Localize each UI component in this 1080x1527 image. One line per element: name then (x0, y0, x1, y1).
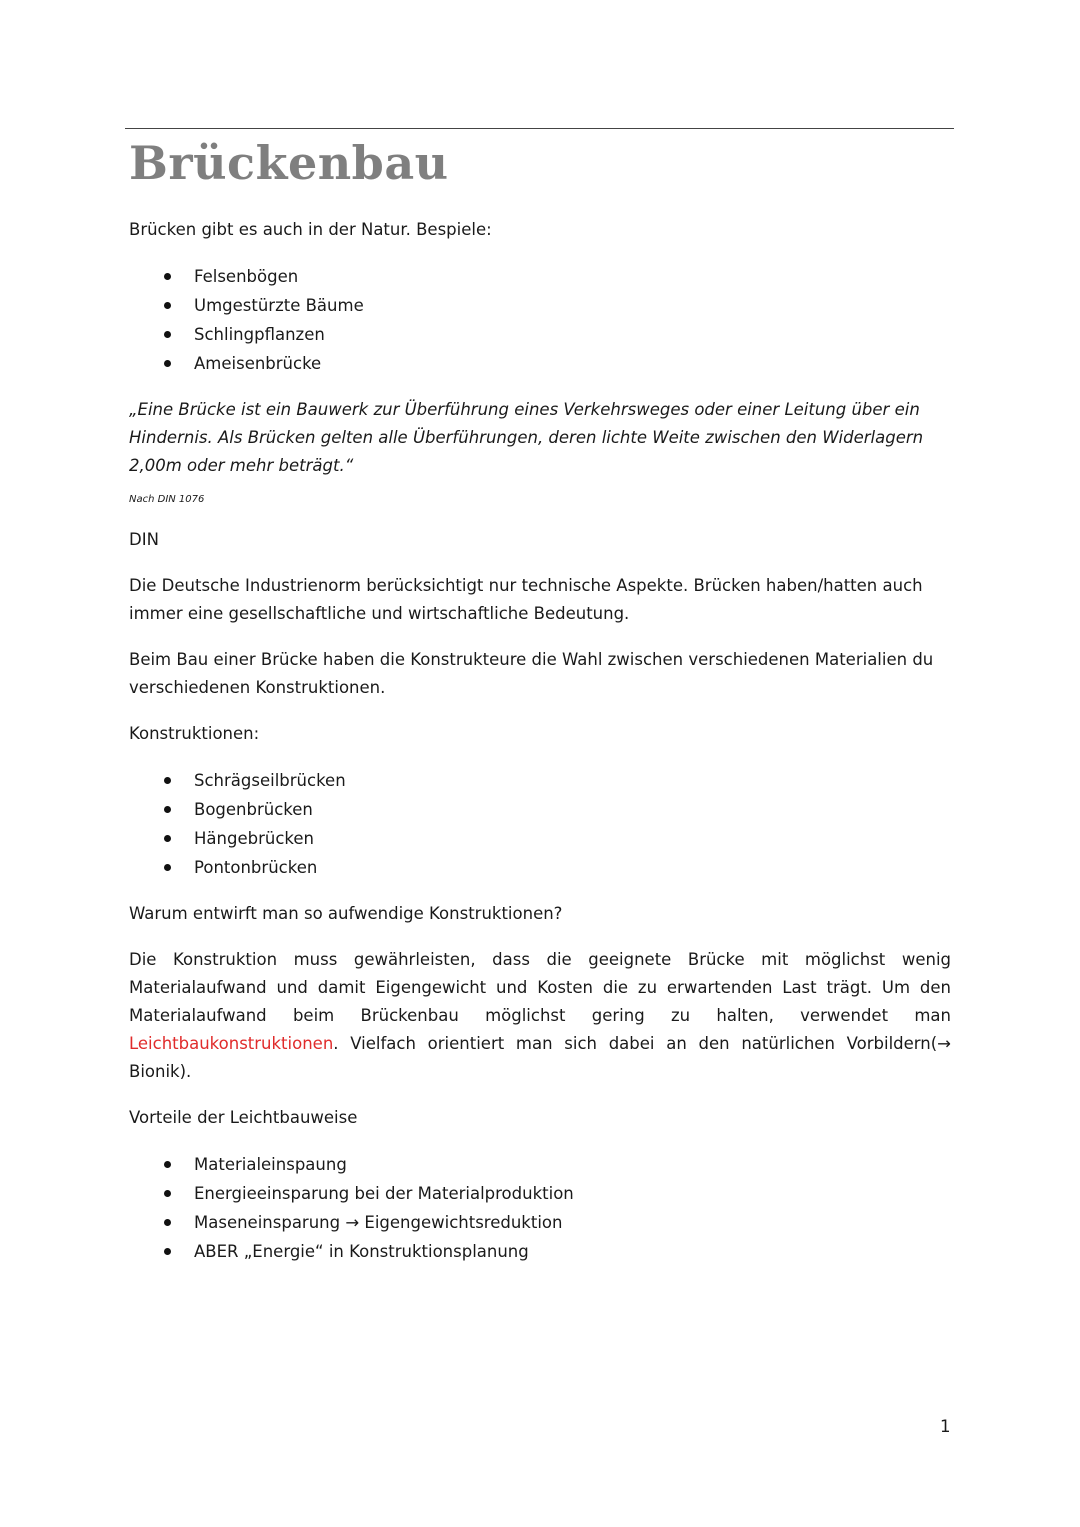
answer-paragraph (129, 946, 951, 1086)
bullet-icon (164, 864, 171, 871)
constructions-list (129, 766, 951, 882)
list-item-label: Schlingpflanzen (194, 325, 325, 344)
bullet-icon (164, 1219, 171, 1226)
list-item-label: ABER „Energie“ in Konstruktionsplanung (194, 1242, 529, 1261)
list-item-label: Ameisenbrücke (194, 354, 322, 373)
bullet-icon (164, 1248, 171, 1255)
document-body (129, 216, 951, 1284)
list-item (129, 1237, 951, 1266)
constructions-heading: Konstruktionen: (129, 724, 260, 743)
list-item (129, 824, 951, 853)
din-heading: DIN (129, 530, 159, 549)
list-item-label: Pontonbrücken (194, 858, 318, 877)
list-item-label: Schrägseilbrücken (194, 771, 346, 790)
bullet-icon (164, 302, 171, 309)
list-item-label: Bogenbrücken (194, 800, 313, 819)
construction-choice-paragraph: Beim Bau einer Brücke haben die Konstrukteure die Wahl zwischen verschiedenen Materialien du verschiedenen Konstruktionen. (129, 650, 934, 697)
list-item (129, 1150, 951, 1179)
list-item (129, 320, 951, 349)
list-item-label: Umgestürzte Bäume (194, 296, 364, 315)
bullet-icon (164, 777, 171, 784)
list-item-label: Materialeinspaung (194, 1155, 347, 1174)
quote-source: Nach DIN 1076 (129, 494, 205, 505)
title-rule (125, 128, 954, 129)
list-item (129, 349, 951, 378)
list-item (129, 1208, 951, 1237)
definition-quote: „Eine Brücke ist ein Bauwerk zur Überführung eines Verkehrsweges oder einer Leitung über ein Hindernis. Als Brücken gelten alle Überführungen, deren lichte Weite zwischen den Widerlagern 2,00m oder mehr beträgt.“ (129, 400, 924, 475)
list-item (129, 1179, 951, 1208)
din-paragraph: Die Deutsche Industrienorm berücksichtigt nur technische Aspekte. Brücken haben/hatten auch immer eine gesellschaftliche und wirtschaftliche Bedeutung. (129, 576, 923, 623)
bullet-icon (164, 835, 171, 842)
list-item-label: Energieeinsparung bei der Materialproduktion (194, 1184, 574, 1203)
nature-examples-list (129, 262, 951, 378)
list-item-label: Hängebrücken (194, 829, 314, 848)
bullet-icon (164, 1190, 171, 1197)
list-item (129, 795, 951, 824)
bullet-icon (164, 806, 171, 813)
bullet-icon (164, 1161, 171, 1168)
intro-text: Brücken gibt es auch in der Natur. Bespiele: (129, 220, 492, 239)
highlighted-term: Leichtbaukonstruktionen (129, 1034, 334, 1053)
page-number: 1 (940, 1417, 951, 1436)
bullet-icon (164, 360, 171, 367)
list-item (129, 262, 951, 291)
advantages-list (129, 1150, 951, 1266)
list-item (129, 291, 951, 320)
answer-text-start: Die Konstruktion muss gewährleisten, dass die geeignete Brücke mit möglichst wenig Materialaufwand und damit Eigengewicht und Kosten die zu erwartenden Last trägt. Um den Materialaufwand beim Brückenbau möglichst gering zu halten, verwendet man (129, 950, 951, 1025)
list-item-label: Felsenbögen (194, 267, 299, 286)
page-title: Brückenbau (129, 136, 449, 190)
list-item (129, 766, 951, 795)
answer-text-end: . Vielfach orientiert man sich dabei an den natürlichen Vorbildern(→ Bionik). (129, 1034, 951, 1081)
bullet-icon (164, 273, 171, 280)
list-item (129, 853, 951, 882)
bullet-icon (164, 331, 171, 338)
question-text: Warum entwirft man so aufwendige Konstruktionen? (129, 904, 563, 923)
list-item-label: Maseneinsparung → Eigengewichtsreduktion (194, 1213, 563, 1232)
advantages-heading: Vorteile der Leichtbauweise (129, 1108, 358, 1127)
